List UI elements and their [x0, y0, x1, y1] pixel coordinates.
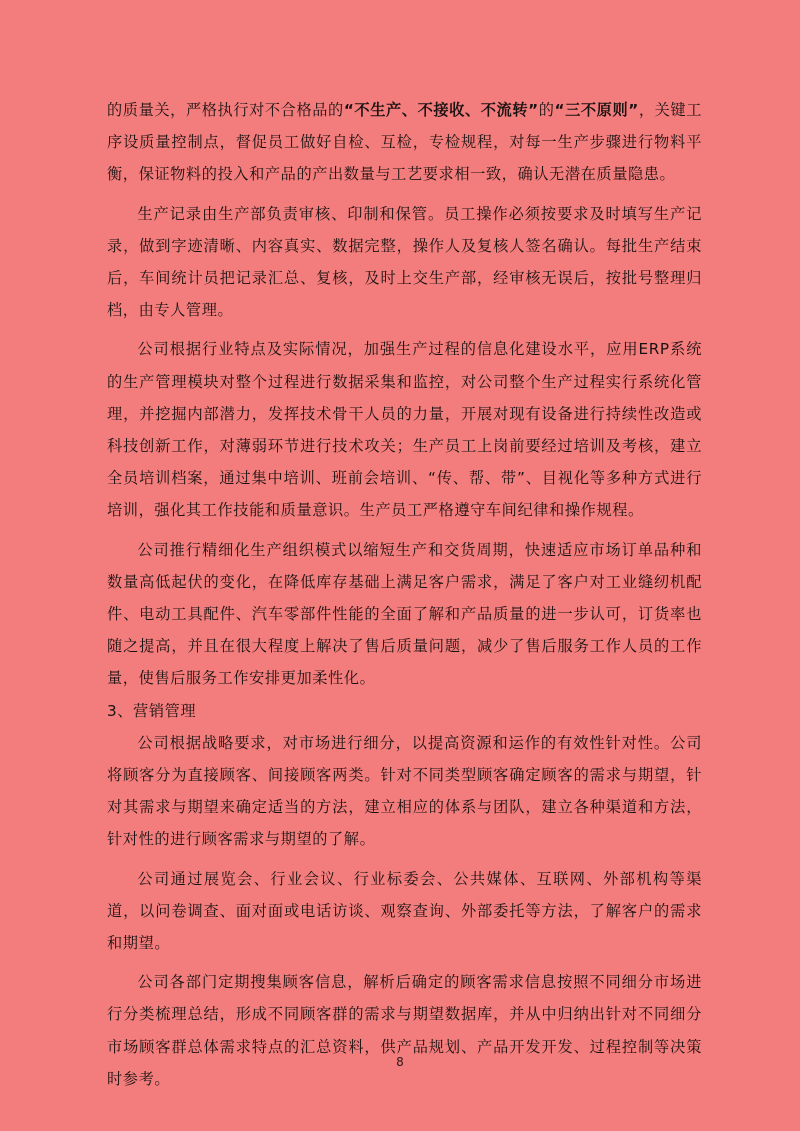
paragraph-lean-production: 公司推行精细化生产组织模式以缩短生产和交货周期，快速适应市场订单品种和数量高低起伏的变化，在降低库存基础上满足客户需求，满足了客户对工业缝纫机配件、电动工具配件、汽车零部件性能的全面了解和产品质量的进一步认可，订货率也随之提高，并且在很大程度上解决了售后质量问题，减少了售后服务工作人员的工作量，使售后服务工作安排更加柔性化。 — [107, 540, 702, 688]
paragraph-customer-information: 公司各部门定期搜集顾客信息，解析后确定的顾客需求信息按照不同细分市场进行分类梳理总结，形成不同顾客群的需求与期望数据库，并从中归纳出针对不同细分市场顾客群总体需求特点的汇总资料，供产品规划、产品开发开发、过程控制等决策时参考。 — [107, 973, 702, 1088]
paragraph-text: 的质量关，严格执行对不合格品的 — [107, 101, 344, 119]
paragraph-text: ，关键工序设质量控制点，督促员工做好自检、互检，专检规程，对每一生产步骤进行物料平衡，保证物料的投入和产品的产出数量与工艺要求相一致，确认无潜在质量隐患。 — [107, 101, 702, 184]
emphasis-three-no-principle: “三不原则” — [554, 101, 639, 119]
paragraph-customer-channels: 公司通过展览会、行业会议、行业标委会、公共媒体、互联网、外部机构等渠道，以问卷调查、面对面或电话访谈、观察查询、外部委托等方法，了解客户的需求和期望。 — [107, 869, 702, 953]
section-heading-marketing: 3、营销管理 — [107, 701, 197, 720]
paragraph-market-segmentation: 公司根据战略要求，对市场进行细分，以提高资源和运作的有效性针对性。公司将顾客分为直接顾客、间接顾客两类。针对不同类型顾客确定顾客的需求与期望，针对其需求与期望来确定适当的方法，建立相应的体系与团队，建立各种渠道和方法，针对性的进行顾客需求与期望的了解。 — [107, 733, 702, 849]
document-body — [107, 94, 702, 1095]
paragraph-information-system: 公司根据行业特点及实际情况，加强生产过程的信息化建设水平，应用ERP系统的生产管理模块对整个过程进行数据采集和监控，对公司整个生产过程实行系统化管理，并挖掘内部潜力，发挥技术骨干人员的力量，开展对现有设备进行持续性改造或科技创新工作，对薄弱环节进行技术攻关；生产员工上岗前要经过培训及考核，建立全员培训档案，通过集中培训、班前会培训、“传、帮、带”、目视化等多种方式进行培训，强化其工作技能和质量意识。生产员工严格遵守车间纪律和操作规程。 — [107, 340, 702, 520]
paragraph-text: 的 — [538, 101, 555, 119]
paragraph-quality-control — [107, 94, 702, 191]
page-number: 8 — [396, 1055, 404, 1069]
paragraph-production-records: 生产记录由生产部负责审核、印制和保管。员工操作必须按要求及时填写生产记录，做到字迹清晰、内容真实、数据完整，操作人及复核人签名确认。每批生产结束后，车间统计员把记录汇总、复核，及时上交生产部，经审核无误后，按批号整理归档，由专人管理。 — [107, 204, 702, 320]
emphasis-three-no-phrase: “不生产、不接收、不流转” — [343, 101, 539, 119]
